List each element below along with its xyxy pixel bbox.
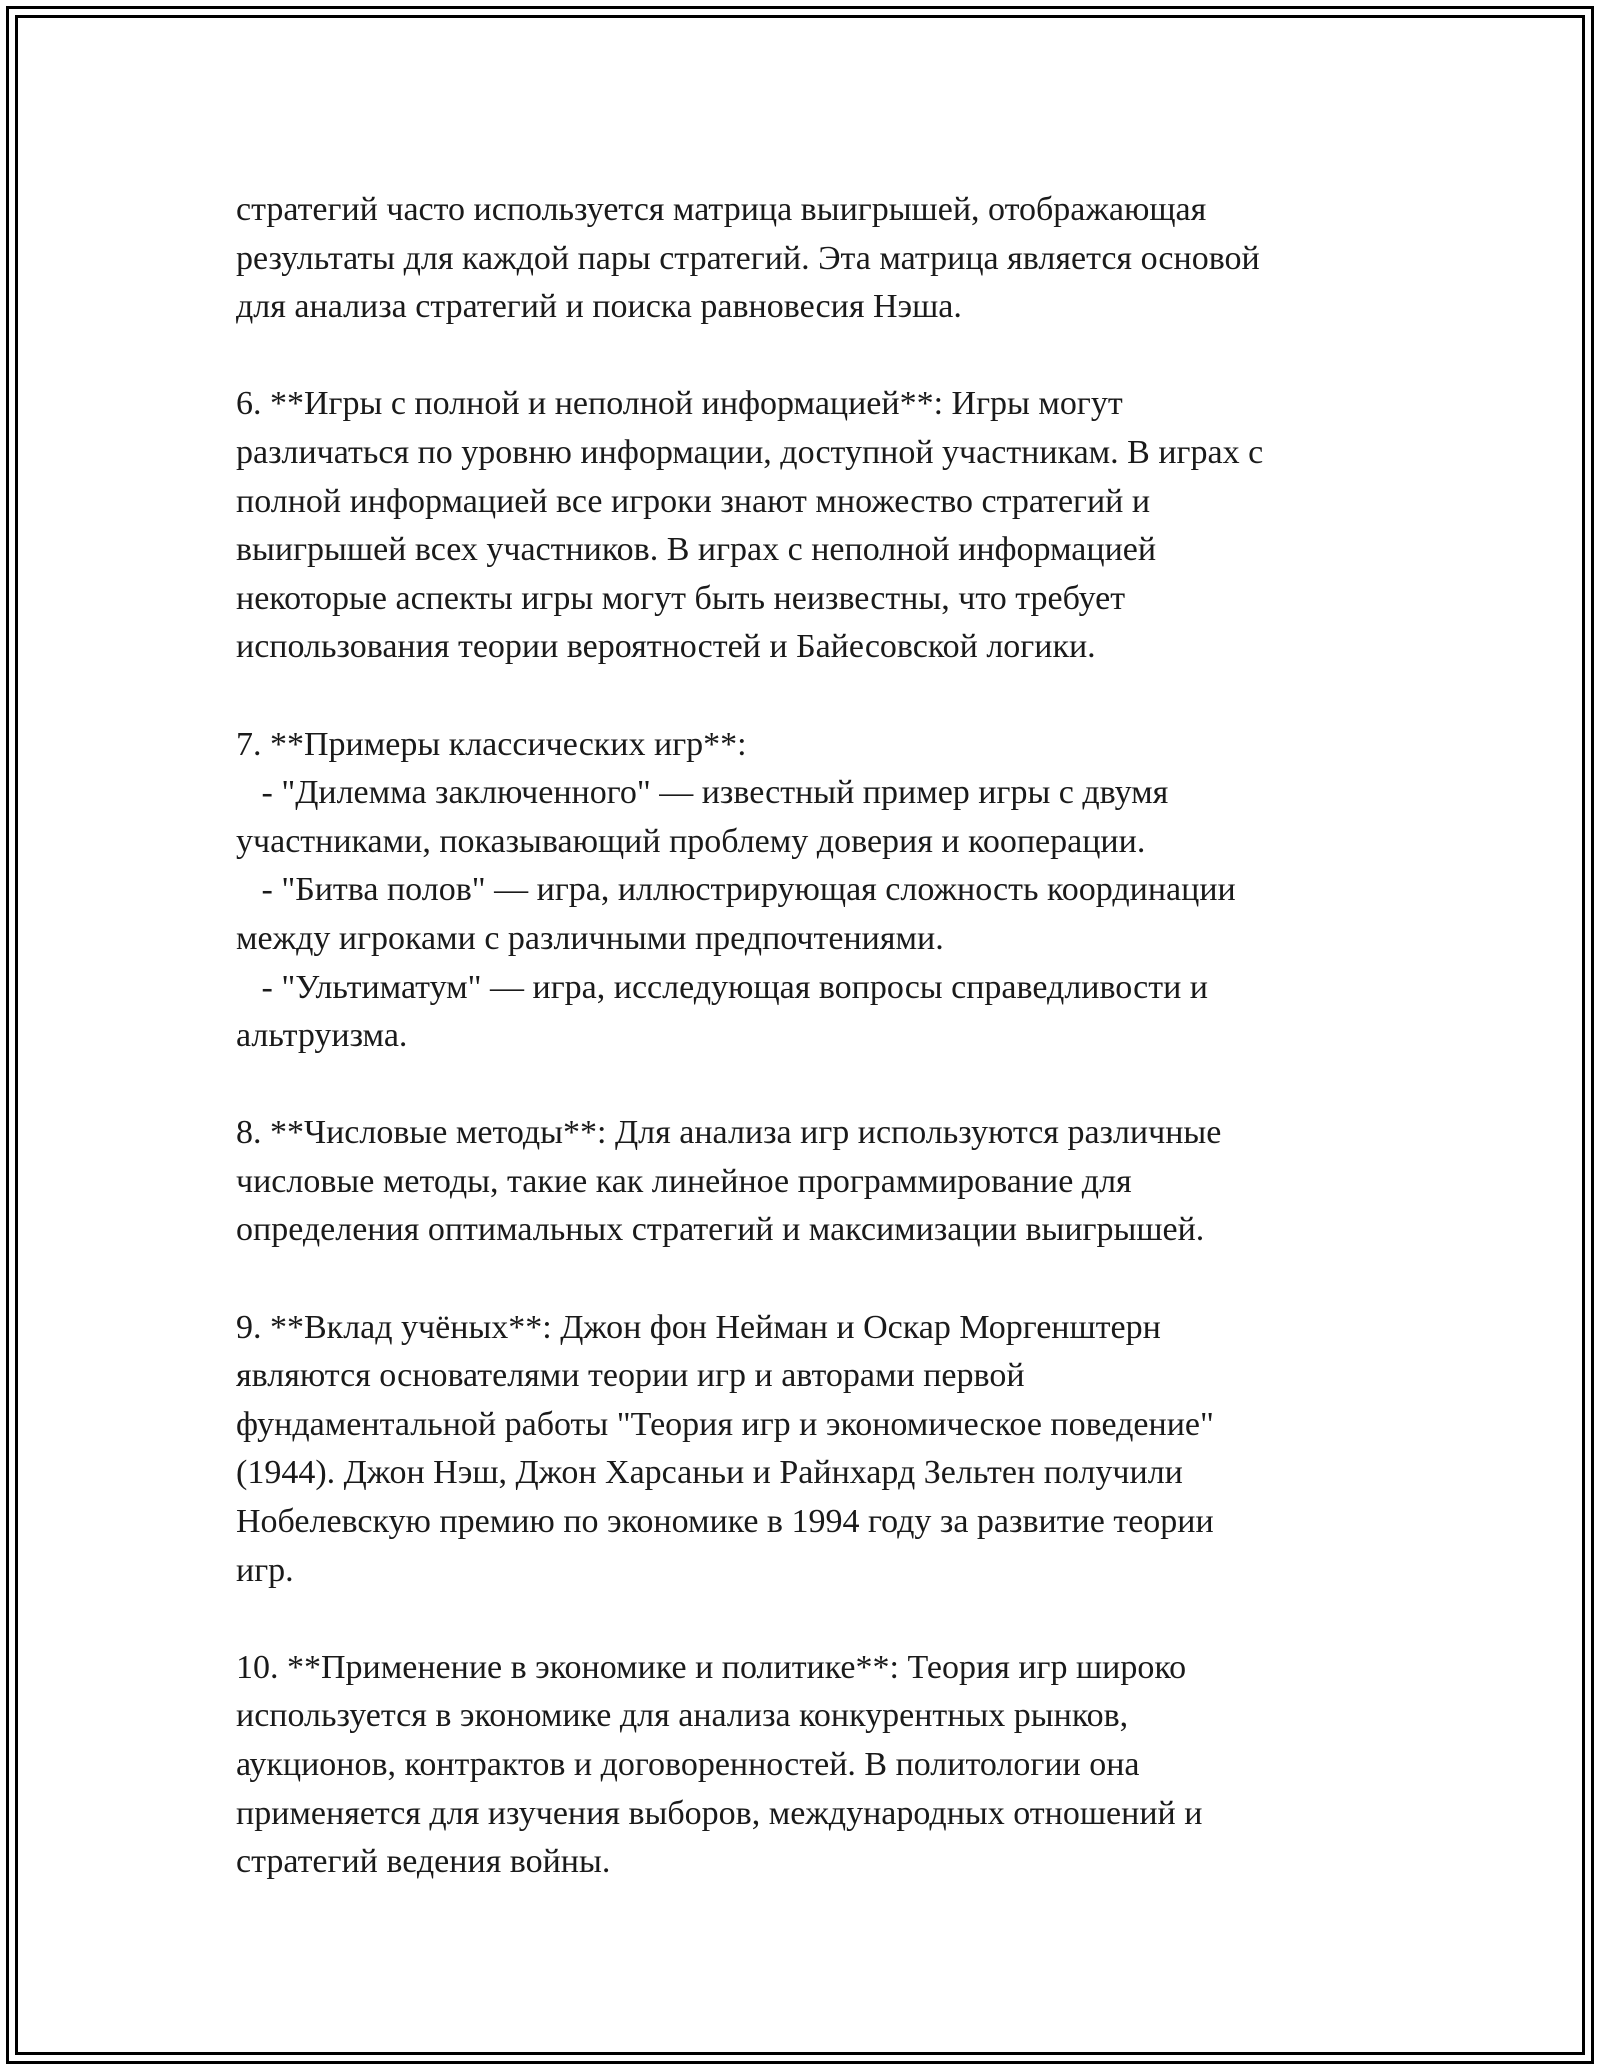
text-line: стратегий ведения войны. — [236, 1843, 611, 1881]
document-body — [236, 186, 1366, 1887]
text-line: различаться по уровню информации, доступной участникам. В играх с — [236, 433, 1264, 471]
text-line: между игроками с различными предпочтениями. — [236, 919, 944, 957]
paragraph — [236, 721, 1366, 1061]
text-line: альтруизма. — [236, 1017, 408, 1055]
text-line: являются основателями теории игр и авторами первой — [236, 1357, 1025, 1395]
text-line: Нобелевскую премию по экономике в 1994 году за развитие теории — [236, 1503, 1214, 1541]
text-line: применяется для изучения выборов, международных отношений и — [236, 1794, 1203, 1832]
paragraph — [236, 1304, 1366, 1596]
paragraph — [236, 186, 1366, 332]
text-line: 9. **Вклад учёных**: Джон фон Нейман и Оскар Моргенштерн — [236, 1308, 1161, 1346]
text-line: некоторые аспекты игры могут быть неизвестны, что требует — [236, 579, 1126, 617]
text-line: 7. **Примеры классических игр**: — [236, 725, 747, 763]
text-line: фундаментальной работы "Теория игр и экономическое поведение" — [236, 1405, 1214, 1443]
paragraph-gap — [236, 1061, 1366, 1110]
text-line: игр. — [236, 1551, 294, 1589]
text-line: 8. **Числовые методы**: Для анализа игр используются различные — [236, 1114, 1222, 1152]
text-line: - "Битва полов" — игра, иллюстрирующая сложность координации — [236, 871, 1236, 909]
paragraph-gap — [236, 1255, 1366, 1304]
text-line: стратегий часто используется матрица выигрышей, отображающая — [236, 191, 1207, 228]
text-line: 6. **Игры с полной и неполной информацией**: Игры могут — [236, 385, 1123, 423]
text-line: 10. **Применение в экономике и политике**: Теория игр широко — [236, 1648, 1187, 1686]
text-line: выигрышей всех участников. В играх с неполной информацией — [236, 531, 1157, 569]
text-line: участниками, показывающий проблему доверия и кооперации. — [236, 822, 1146, 860]
text-line: числовые методы, такие как линейное программирование для — [236, 1162, 1132, 1200]
paragraph — [236, 380, 1366, 672]
text-line: результаты для каждой пары стратегий. Эта матрица является основой — [236, 239, 1260, 277]
text-line: определения оптимальных стратегий и максимизации выигрышей. — [236, 1211, 1205, 1249]
paragraph-gap — [236, 672, 1366, 721]
paragraph — [236, 1109, 1366, 1255]
paragraph-gap — [236, 332, 1366, 381]
text-line: полной информацией все игроки знают множество стратегий и — [236, 482, 1151, 520]
text-line: (1944). Джон Нэш, Джон Харсаньи и Райнхард Зельтен получили — [236, 1454, 1183, 1492]
text-line: - "Ультиматум" — игра, исследующая вопросы справедливости и — [236, 968, 1208, 1006]
text-line: использования теории вероятностей и Байесовской логики. — [236, 628, 1096, 666]
text-line: используется в экономике для анализа конкурентных рынков, — [236, 1697, 1129, 1735]
paragraph — [236, 1644, 1366, 1887]
text-line: для анализа стратегий и поиска равновесия Нэша. — [236, 288, 962, 326]
paragraph-gap — [236, 1595, 1366, 1644]
text-line: - "Дилемма заключенного" — известный пример игры с двумя — [236, 774, 1169, 812]
text-line: аукционов, контрактов и договоренностей. В политологии она — [236, 1746, 1140, 1783]
